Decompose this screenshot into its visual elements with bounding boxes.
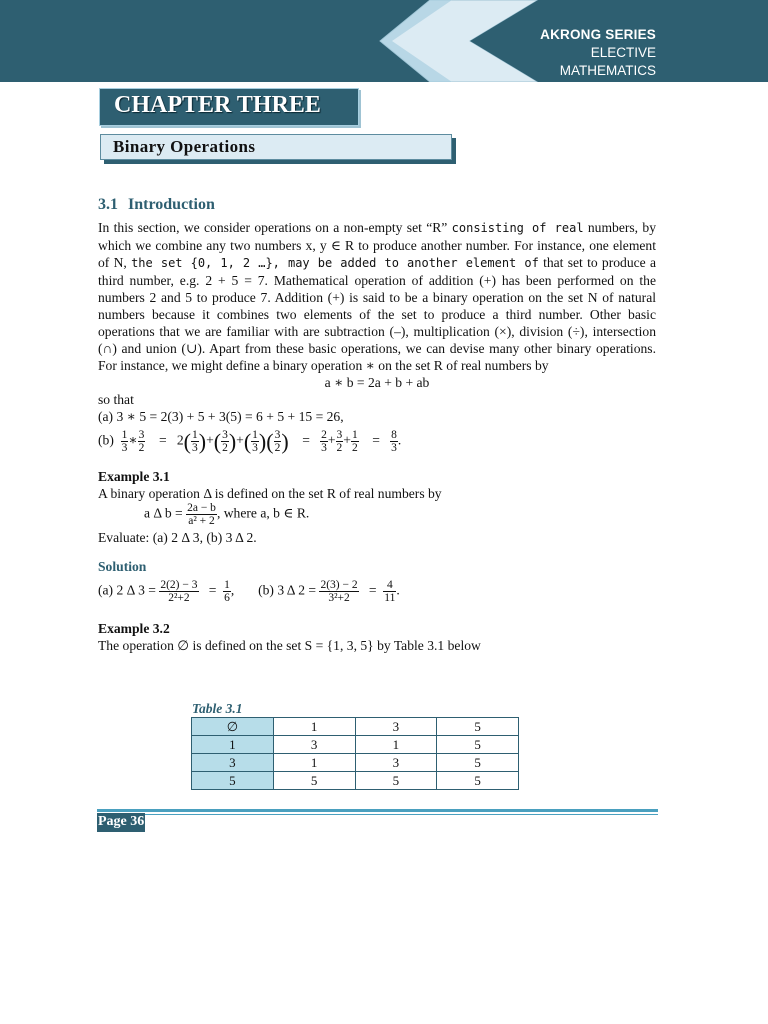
fraction: $\frac{8}{3}$ (391, 429, 397, 454)
series-name: AKRONG SERIES (540, 27, 656, 42)
table-cell: 1 (355, 736, 437, 754)
sol-b-numerator: 2(3) − 2 (320, 579, 358, 591)
example-1-text: A binary operation Δ is defined on the set R of real numbers by (98, 486, 442, 501)
table-row (192, 736, 519, 754)
chapter-title: CHAPTER THREE (114, 92, 321, 118)
solution-heading: Solution (98, 559, 147, 574)
section-title: Introduction (128, 196, 215, 213)
series-title (540, 26, 656, 80)
table-cell: 5 (355, 772, 437, 790)
footer-rule-thin (97, 814, 658, 815)
fraction: $\frac{3}{2}$ (138, 429, 145, 454)
page-content (98, 196, 656, 654)
topic-box (100, 134, 452, 160)
def-numerator: 2a − b (187, 502, 216, 514)
table-cell: 5 (437, 772, 519, 790)
table-header-cell: ∅ (192, 718, 274, 736)
footer-rule (97, 809, 658, 812)
sol-a-denominator: 2²+2 (168, 592, 190, 604)
table-header-cell: 5 (437, 718, 519, 736)
fraction: $\frac{3}{2}$ (336, 429, 343, 454)
equals-sign: = (159, 432, 167, 448)
sol-a-result-den: 6 (224, 592, 230, 604)
table-cell: 3 (355, 754, 437, 772)
intro-text-d: the set {0, 1, 2 …}, may be added to another element of (131, 256, 539, 270)
chapter-title-box (99, 88, 359, 126)
def-lhs: a Δ b = (144, 505, 183, 521)
sol-a-result-num: 1 (224, 579, 230, 591)
fraction: $\frac{1}{3}$ (121, 429, 128, 454)
table-cell: 3 (273, 736, 355, 754)
table-cell: 5 (437, 754, 519, 772)
sol-b-denominator: 3²+2 (328, 592, 350, 604)
example-a-line: (a) 3 ∗ 5 = 2(3) + 5 + 3(5) = 6 + 5 + 15 = 26, (98, 409, 344, 424)
def-rhs: , where a, b ∈ R. (216, 505, 310, 521)
intro-paragraph (98, 219, 656, 374)
example-1-definition (144, 502, 656, 527)
fraction: $\frac{1}{3}$ (252, 429, 258, 454)
table-row-header: 1 (192, 736, 274, 754)
operation-table (191, 717, 519, 790)
fraction: $\frac{1}{3}$ (192, 429, 198, 454)
table-row-header: 5 (192, 772, 274, 790)
sol-a-numerator: 2(2) − 3 (160, 579, 198, 591)
sol-b-result-den: 11 (384, 592, 396, 604)
table-cell: 5 (437, 736, 519, 754)
table-header-cell: 1 (273, 718, 355, 736)
sol-a-lhs: (a) 2 Δ 3 = (98, 582, 156, 598)
fraction (159, 579, 198, 604)
intro-text-c: numbers, by which we combine any two numbers x, y ∈ R to produce another number. For instance, one element of N, (98, 220, 656, 270)
intro-text-b: consisting of real (451, 221, 584, 235)
fraction: $\frac{3}{2}$ (274, 429, 281, 454)
table-cell: 5 (273, 772, 355, 790)
definition-equation: a ∗ b = 2a + b + ab (324, 375, 430, 390)
intro-text-a: In this section, we consider operations on a non-empty set “R” (98, 220, 452, 235)
so-that-text: so that (98, 392, 134, 407)
fraction (383, 579, 396, 604)
fraction (319, 579, 358, 604)
sol-b-lhs: (b) 3 Δ 2 = (258, 582, 317, 598)
evaluate-line: Evaluate: (a) 2 Δ 3, (b) 3 Δ 2. (98, 530, 257, 545)
table-row (192, 754, 519, 772)
table-header-row (192, 718, 519, 736)
intro-text-e: that set to produce a third number, e.g. 2 + 5 = 7. Mathematical operation of addition (+) has been performed on the numbers 2 and 5 to produce 7. Addition (+) is said to be a binary operation on the set N of natural numbers because it combines two elements of the set to produce a third number. Other basic operations that we are familiar with are subtraction (–), multiplication (×), division (÷), intersection (∩) and union (∪). Apart from these basic operations, we can devise many other binary operations. For instance, we might define a binary operation ∗ on the set R of real numbers by (98, 255, 656, 373)
table-header-cell: 3 (355, 718, 437, 736)
subject-line-1: ELECTIVE (590, 45, 656, 60)
page-number: Page 36 (97, 813, 145, 832)
example-b-line: (b) $\frac{1}{3}$ ∗ $\frac{3}{2}$ = 2( $\frac{1}{3}$ )+( $\frac{3}{2}$ )+( $\frac{1}{3}$ )( $\frac{3}{2}$ ) = $\frac{2}{3}$ + $\frac{3}{2}$ + $\frac{1}{2}$ = $\frac{8}{3}$ . (98, 429, 402, 454)
fraction: $\frac{3}{2}$ (222, 429, 228, 454)
fraction (186, 502, 217, 527)
table-caption: Table 3.1 (192, 701, 243, 716)
fraction (223, 579, 231, 604)
table-cell: 1 (273, 754, 355, 772)
example-1-heading: Example 3.1 (98, 469, 170, 484)
section-heading (98, 196, 656, 213)
example-b-label: (b) (98, 432, 114, 448)
def-denominator: a² + 2 (188, 515, 215, 527)
section-number: 3.1 (98, 196, 118, 213)
topic-title: Binary Operations (113, 137, 256, 156)
example-2-heading: Example 3.2 (98, 621, 170, 636)
sol-b-result-num: 4 (383, 579, 396, 592)
fraction: $\frac{2}{3}$ (321, 429, 327, 454)
table-row-header: 3 (192, 754, 274, 772)
table-row (192, 772, 519, 790)
header-band (0, 0, 768, 82)
solution-line: (a) 2 Δ 3 = $\frac{2(2) - 3}{\text{2²+2}}$ = $\frac{1}{6}$ , (b) 3 Δ 2 = $\frac{2(3) - 2}{\text{3²+2}}$ = $\frac{4}{11}$ . (98, 579, 400, 604)
fraction: $\frac{1}{2}$ (351, 429, 358, 454)
subject-line-2: MATHEMATICS (559, 63, 656, 78)
example-2-text: The operation ∅ is defined on the set S = {1, 3, 5} by Table 3.1 below (98, 638, 481, 653)
